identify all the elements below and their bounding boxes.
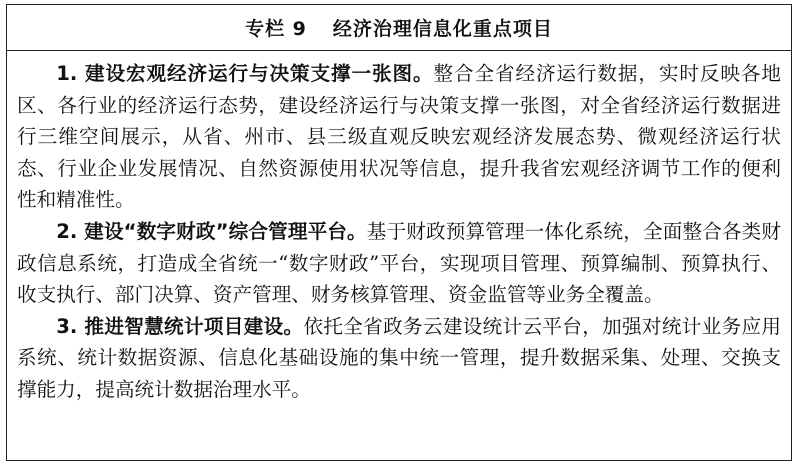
project-item-3 xyxy=(17,311,781,406)
column-title: 经济治理信息化重点项目 xyxy=(332,18,553,40)
column-label: 专栏 9 xyxy=(245,18,307,40)
project-item-2-text: 基于财政预算管理一体化系统，全面整合各类财政信息系统，打造成全省统一“数字财政”平台，实现项目管理、预算编制、预算执行、收支执行、部门决算、资产管理、财务核算管理、资金监管等业务全覆盖。 xyxy=(17,219,782,307)
project-item-1 xyxy=(17,58,781,216)
column-box xyxy=(6,4,792,461)
project-item-2-heading: 2. 建设“数字财政”综合管理平台。 xyxy=(56,219,367,243)
column-body xyxy=(7,51,791,406)
project-item-3-text: 依托全省政务云建设统计云平台，加强对统计业务应用系统、统计数据资源、信息化基础设施的集中统一管理，提升数据采集、处理、交换支撑能力，提高统计数据治理水平。 xyxy=(17,314,781,401)
project-item-3-heading: 3. 推进智慧统计项目建设。 xyxy=(56,314,304,338)
project-item-1-heading: 1. 建设宏观经济运行与决策支撑一张图。 xyxy=(56,62,434,85)
column-header xyxy=(7,5,791,51)
project-item-2 xyxy=(17,216,781,311)
project-item-1-text: 整合全省经济运行数据，实时反映各地区、各行业的经济运行态势，建设经济运行与决策支撑一张图，对全省经济运行数据进行三维空间展示，从省、州市、县三级直观反映宏观经济发展态势、微观经济运行状态、行业企业发展情况、自然资源使用状况等信息，提升我省宏观经济调节工作的便利性和精准性。 xyxy=(17,62,782,212)
